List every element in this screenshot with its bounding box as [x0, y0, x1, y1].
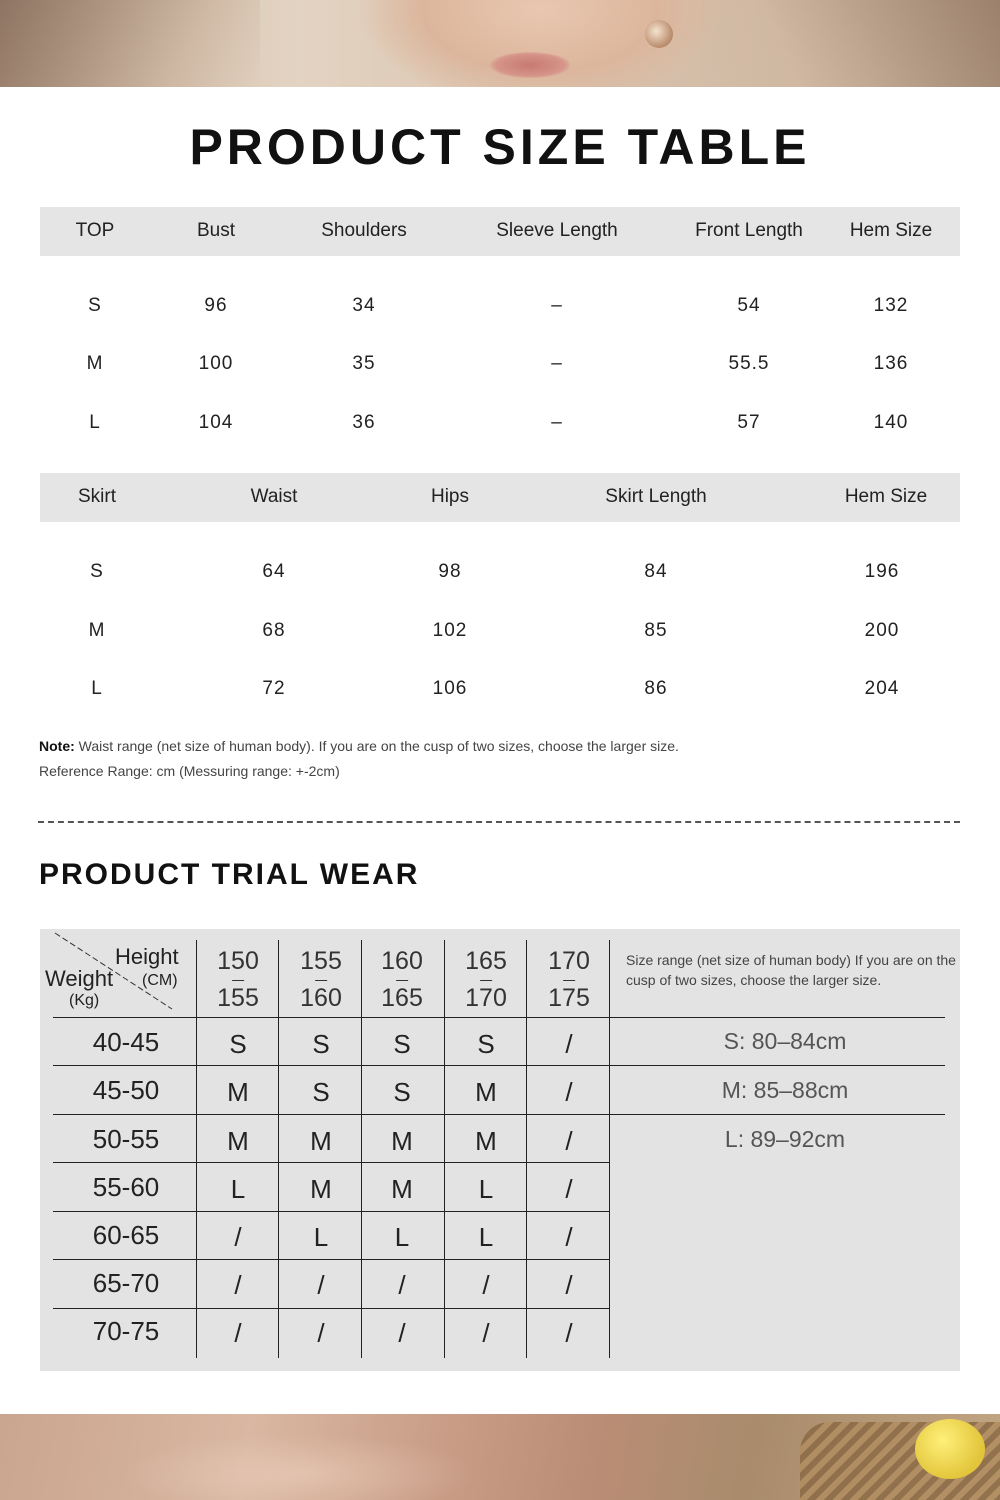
height-col-155	[300, 943, 342, 1017]
size-cell: M	[391, 1174, 413, 1204]
skirt-header-length: Skirt Length	[605, 486, 707, 507]
height-to: 170	[465, 984, 507, 1012]
grid-line	[53, 1114, 945, 1115]
earring	[645, 20, 673, 48]
size-cell: L	[313, 1222, 329, 1252]
range-note: Size range (net size of human body) If you are on the cusp of two sizes, choose the larger size.	[626, 952, 956, 988]
height-to: 155	[217, 984, 259, 1012]
trial-title: PRODUCT TRIAL WEAR	[39, 858, 420, 891]
hair-shade	[0, 0, 260, 87]
top-model-photo	[0, 0, 1000, 87]
size-cell: /	[565, 1222, 573, 1252]
top-header-sleeve: Sleeve Length	[496, 220, 618, 241]
weight-label: Weight	[45, 966, 114, 991]
reference-range: Reference Range: cm (Messuring range: +-2cm)	[39, 763, 340, 779]
table-cell: 98	[438, 561, 462, 582]
size-cell: /	[234, 1318, 242, 1348]
height-col-165	[465, 943, 507, 1017]
size-cell: /	[317, 1270, 325, 1300]
size-cell: /	[565, 1029, 573, 1059]
hair-shade-right	[700, 0, 1000, 87]
height-from: 160	[381, 947, 423, 975]
height-col-170	[548, 943, 590, 1017]
grid-line	[278, 940, 279, 1358]
weight-cell: 55-60	[92, 1172, 160, 1202]
size-cell: /	[565, 1077, 573, 1107]
size-cell: L	[230, 1174, 246, 1204]
bust-range-s: S: 80–84cm	[723, 1028, 847, 1054]
height-from: 150	[217, 947, 259, 975]
size-cell: S	[393, 1077, 411, 1107]
grid-line	[196, 940, 197, 1358]
grid-line	[444, 940, 445, 1358]
size-cell: M	[227, 1077, 249, 1107]
size-cell: L	[394, 1222, 410, 1252]
height-to: 175	[548, 984, 590, 1012]
table-cell: M	[88, 620, 106, 641]
size-cell: S	[229, 1029, 247, 1059]
bust-range-l: L: 89–92cm	[724, 1126, 846, 1152]
height-from: 155	[300, 947, 342, 975]
size-cell: L	[478, 1222, 494, 1252]
table-cell: 102	[432, 620, 468, 641]
weight-cell: 40-45	[92, 1027, 160, 1057]
section-divider	[38, 821, 960, 823]
table-cell: 72	[262, 678, 286, 699]
grid-line	[53, 1308, 610, 1309]
size-cell: M	[391, 1126, 413, 1156]
size-cell: /	[317, 1318, 325, 1348]
table-cell: 96	[204, 295, 228, 316]
table-cell: S	[90, 561, 104, 582]
height-col-150	[217, 943, 259, 1017]
skirt-header-waist: Waist	[250, 486, 298, 507]
grid-line	[53, 1162, 610, 1163]
note-label: Note:	[39, 738, 75, 754]
skirt-header-skirt: Skirt	[78, 486, 116, 507]
size-cell: M	[475, 1077, 497, 1107]
size-cell: S	[312, 1077, 330, 1107]
table-cell: 204	[864, 678, 900, 699]
weight-cell: 70-75	[92, 1316, 160, 1346]
size-cell: /	[565, 1318, 573, 1348]
table-cell: 57	[737, 412, 761, 433]
size-cell: /	[398, 1318, 406, 1348]
table-cell: 68	[262, 620, 286, 641]
height-unit: (CM)	[142, 972, 178, 989]
table-cell: 86	[644, 678, 668, 699]
height-to: 160	[300, 984, 342, 1012]
table-cell: –	[551, 353, 563, 374]
bust-range-m: M: 85–88cm	[721, 1077, 849, 1103]
size-cell: S	[477, 1029, 495, 1059]
grid-line	[53, 1211, 610, 1212]
grid-line	[361, 940, 362, 1358]
top-header-top: TOP	[75, 220, 115, 241]
size-cell: S	[312, 1029, 330, 1059]
top-header-hem: Hem Size	[849, 220, 933, 241]
size-cell: /	[482, 1270, 490, 1300]
table-cell: 35	[352, 353, 376, 374]
skirt-header-hem: Hem Size	[844, 486, 928, 507]
height-from: 170	[548, 947, 590, 975]
size-cell: S	[393, 1029, 411, 1059]
size-cell: /	[482, 1318, 490, 1348]
table-cell: 200	[864, 620, 900, 641]
size-cell: /	[398, 1270, 406, 1300]
table-cell: L	[89, 412, 101, 433]
table-cell: 55.5	[728, 353, 770, 374]
fabric-fold	[120, 1434, 480, 1500]
size-cell: M	[310, 1126, 332, 1156]
table-cell: 85	[644, 620, 668, 641]
height-from: 165	[465, 947, 507, 975]
skirt-header-hips: Hips	[430, 486, 470, 507]
table-cell: 54	[737, 295, 761, 316]
skirt-table-header	[40, 473, 960, 522]
table-cell: –	[551, 412, 563, 433]
weight-cell: 65-70	[92, 1268, 160, 1298]
height-col-160	[381, 943, 423, 1017]
weight-cell: 45-50	[92, 1075, 160, 1105]
bottom-product-photo	[0, 1414, 1000, 1500]
top-table-header	[40, 207, 960, 256]
grid-line	[53, 1017, 945, 1018]
weight-cell: 50-55	[92, 1124, 160, 1154]
size-cell: L	[478, 1174, 494, 1204]
size-cell: /	[234, 1222, 242, 1252]
height-label: Height	[115, 944, 179, 969]
table-cell: 34	[352, 295, 376, 316]
size-cell: /	[565, 1126, 573, 1156]
table-cell: L	[91, 678, 103, 699]
grid-line	[526, 940, 527, 1358]
table-cell: 196	[864, 561, 900, 582]
table-cell: 136	[873, 353, 909, 374]
lemon	[915, 1419, 985, 1479]
table-cell: M	[86, 353, 104, 374]
top-header-bust: Bust	[196, 220, 236, 241]
note-text: Waist range (net size of human body). If you are on the cusp of two sizes, choose the larger size.	[74, 738, 679, 754]
top-header-shoulders: Shoulders	[321, 220, 407, 241]
weight-cell: 60-65	[92, 1220, 160, 1250]
table-cell: S	[88, 295, 102, 316]
height-to: 165	[381, 984, 423, 1012]
size-note	[39, 738, 679, 754]
table-cell: 100	[198, 353, 234, 374]
weight-unit: (Kg)	[69, 992, 100, 1009]
size-cell: M	[227, 1126, 249, 1156]
size-cell: M	[475, 1126, 497, 1156]
page-title: PRODUCT SIZE TABLE	[189, 119, 811, 175]
table-cell: 140	[873, 412, 909, 433]
table-cell: 132	[873, 295, 909, 316]
table-cell: 84	[644, 561, 668, 582]
table-cell: 64	[262, 561, 286, 582]
model-lips	[490, 52, 570, 78]
top-header-front: Front Length	[695, 220, 803, 241]
grid-line	[609, 940, 610, 1358]
size-cell: /	[565, 1270, 573, 1300]
table-cell: 104	[198, 412, 234, 433]
table-cell: –	[551, 295, 563, 316]
grid-line	[53, 1065, 945, 1066]
table-cell: 106	[432, 678, 468, 699]
size-cell: /	[565, 1174, 573, 1204]
grid-line	[53, 1259, 610, 1260]
table-cell: 36	[352, 412, 376, 433]
size-cell: M	[310, 1174, 332, 1204]
size-cell: /	[234, 1270, 242, 1300]
